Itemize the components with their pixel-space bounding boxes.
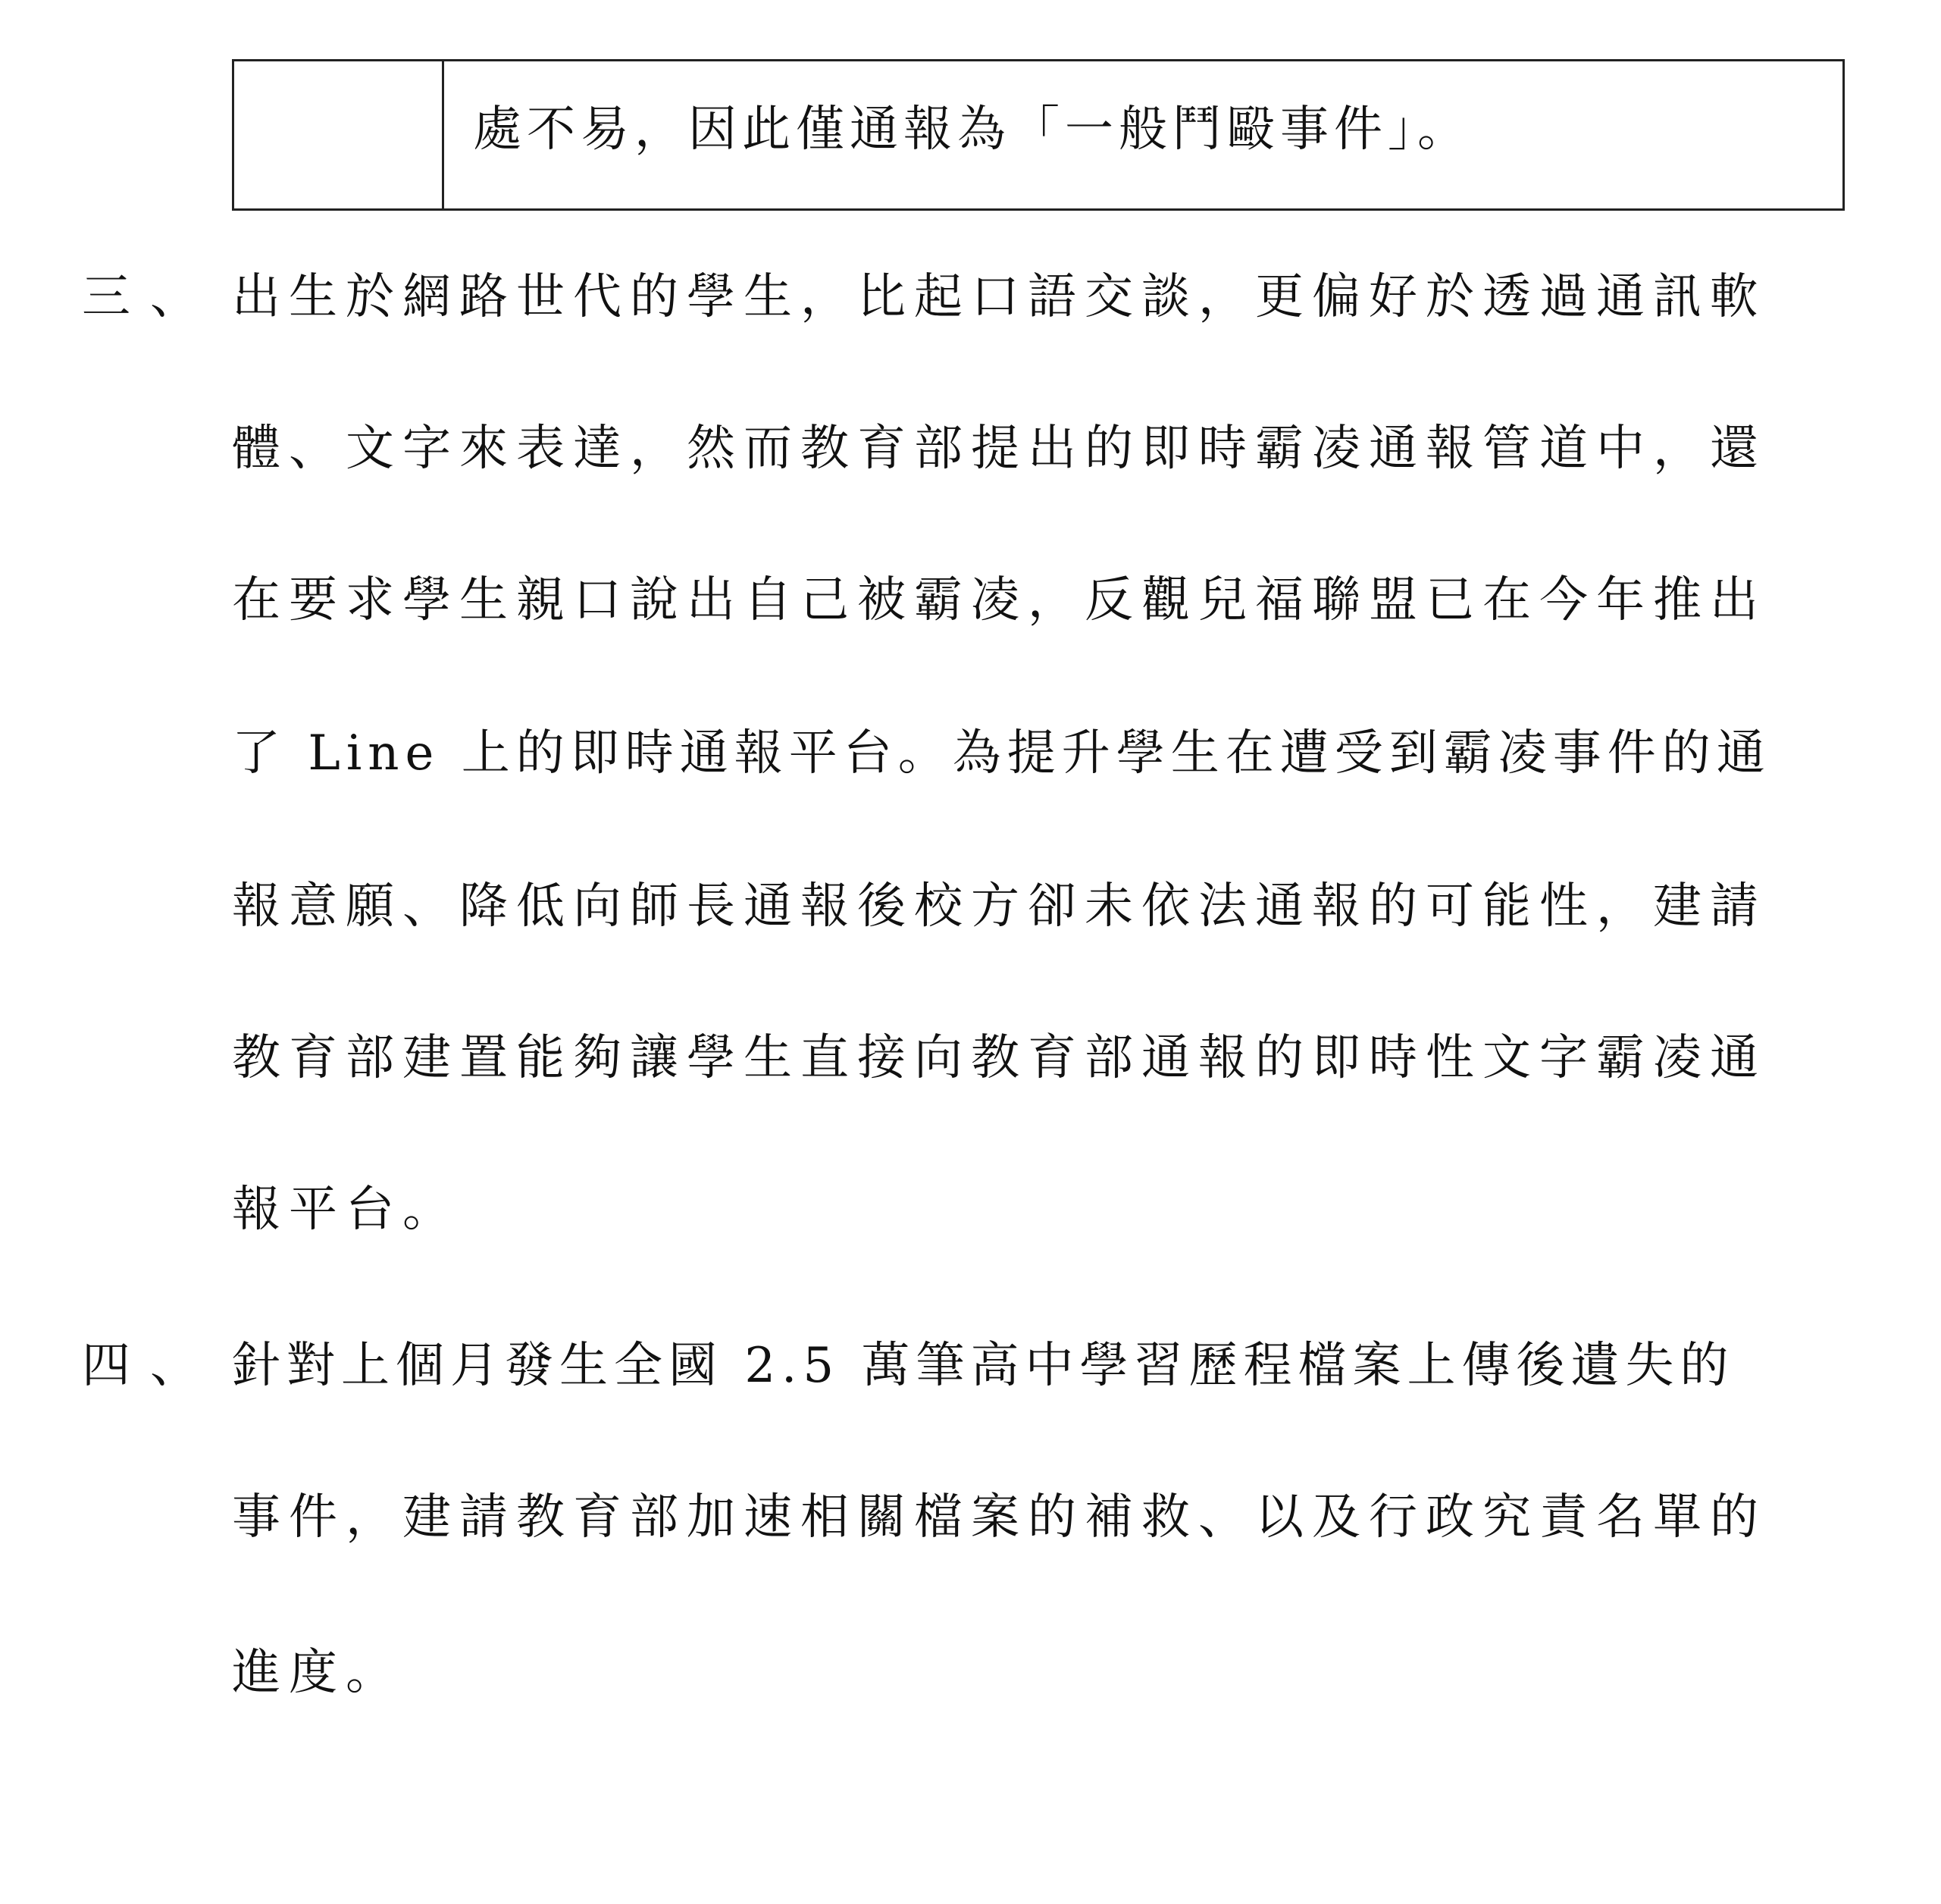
paragraph-line: 了 Line 上的即時通報平台。為提升學生在遭受到霸凌事件的通 — [232, 725, 1771, 781]
item-marker-4: 四、 — [82, 1338, 218, 1394]
paragraph-line: 體、文字來表達，然而教育部提出的即時霸凌通報管道中，還 — [232, 421, 1767, 477]
item-marker-3: 三、 — [82, 269, 218, 325]
bordered-table — [232, 59, 1845, 211]
paragraph-line: 報平台。 — [232, 1182, 459, 1238]
paragraph-line: 在要求學生親口說出自己被霸凌，反觀兒福聯盟已在今年推出 — [232, 572, 1767, 628]
paragraph-line: 教育部建置能夠讓學生直接向教育部通報的即時性文字霸凌通 — [232, 1030, 1767, 1086]
paragraph-line: 事件，建請教育部加速相關檔案的補救、以及行政究責名單的 — [232, 1489, 1767, 1545]
paragraph-line: 報意願、降低向師長通報後校方卻未依法通報的可能性，建請 — [232, 878, 1767, 935]
paragraph-line: 針對上個月發生全國 2.5 萬筆高中學習歷程檔案上傳後遺失的 — [232, 1338, 1735, 1394]
table-column-divider — [442, 61, 444, 208]
paragraph-line: 出生於網路世代的學生，比起口語交談，更偏好於透過通訊軟 — [232, 269, 1767, 325]
paragraph-line: 進度。 — [232, 1645, 402, 1701]
table-cell-text: 處不易，因此僅通報為「一般鬥毆事件」。 — [473, 102, 1471, 158]
